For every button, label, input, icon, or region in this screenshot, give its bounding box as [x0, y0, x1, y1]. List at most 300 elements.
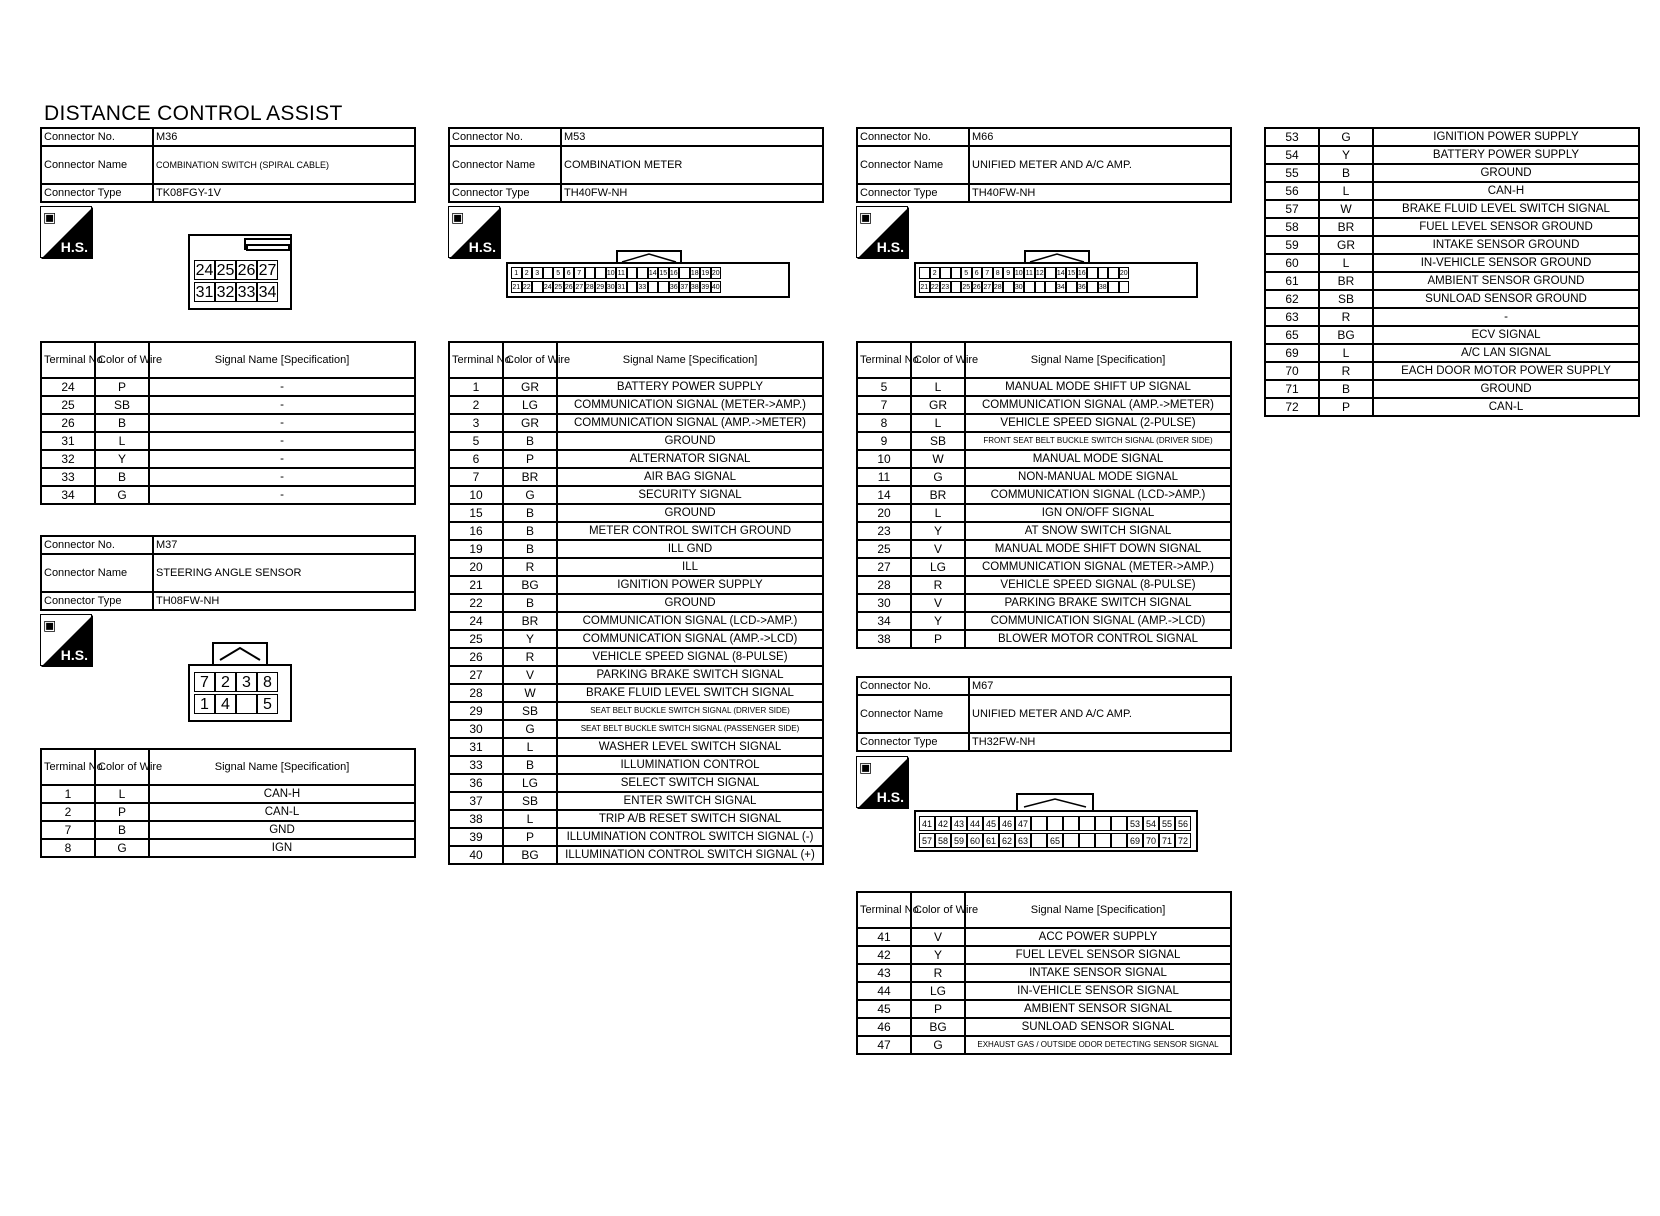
wire-color-cell: B — [95, 821, 149, 839]
connector-pin: 15 — [1066, 267, 1077, 279]
signal-name-cell: SEAT BELT BUCKLE SWITCH SIGNAL (PASSENGER SIDE) — [557, 720, 823, 738]
table-row — [1265, 146, 1639, 164]
table-row — [449, 558, 823, 576]
connector-pin: 45 — [983, 816, 999, 831]
connector-pin: 70 — [1143, 833, 1159, 848]
table-row — [41, 839, 415, 857]
terminal-no-cell: 7 — [449, 468, 503, 486]
connector-no-value: M66 — [969, 128, 1231, 146]
table-row — [41, 785, 415, 803]
terminal-no-header: Terminal No. — [857, 342, 911, 378]
table-row — [857, 486, 1231, 504]
connector-pin — [627, 267, 638, 279]
connector-pin: 1 — [194, 694, 215, 714]
terminal-no-cell: 15 — [449, 504, 503, 522]
connector-m67-pins-top — [919, 816, 1191, 831]
connector-pin — [1031, 833, 1047, 848]
table-row — [1265, 218, 1639, 236]
wire-color-cell: Y — [1319, 146, 1373, 164]
terminal-no-cell: 28 — [449, 684, 503, 702]
signal-name-cell: AMBIENT SENSOR GROUND — [1373, 272, 1639, 290]
table-row — [857, 504, 1231, 522]
connector-pin — [532, 281, 543, 293]
connector-pin: 21 — [919, 281, 930, 293]
connector-pin: 58 — [935, 833, 951, 848]
table-row — [41, 378, 415, 396]
table-row — [449, 648, 823, 666]
table-row — [857, 612, 1231, 630]
terminal-no-cell: 31 — [41, 432, 95, 450]
wire-color-cell: L — [911, 414, 965, 432]
table-row — [449, 846, 823, 864]
connector-pin — [1066, 281, 1077, 293]
connector-pin: 38 — [690, 281, 701, 293]
terminal-no-cell: 61 — [1265, 272, 1319, 290]
connector-no-value: M36 — [153, 128, 415, 146]
connector-pin — [595, 267, 606, 279]
connector-pin — [1108, 267, 1119, 279]
connector-pin: 14 — [648, 267, 659, 279]
signal-name-cell: NON-MANUAL MODE SIGNAL — [965, 468, 1231, 486]
table-row — [857, 1000, 1231, 1018]
signal-name-cell: IGN ON/OFF SIGNAL — [965, 504, 1231, 522]
signal-name-cell: VEHICLE SPEED SIGNAL (2-PULSE) — [965, 414, 1231, 432]
wire-color-cell: B — [95, 414, 149, 432]
connector-pin: 7 — [982, 267, 993, 279]
connector-type-value: TH08FW-NH — [153, 592, 415, 610]
wire-color-cell: P — [911, 1000, 965, 1018]
connector-pin: 29 — [595, 281, 606, 293]
terminal-no-cell: 38 — [449, 810, 503, 828]
connector-m67-latch — [1016, 793, 1094, 811]
connector-no-label: Connector No. — [41, 128, 153, 146]
table-row — [449, 594, 823, 612]
table-row — [41, 486, 415, 504]
connector-m37-latch — [212, 642, 268, 664]
connector-pin: 10 — [1014, 267, 1025, 279]
connector-name-label: Connector Name — [41, 554, 153, 592]
connector-m36-pins-top — [194, 260, 278, 280]
connector-pin: 61 — [983, 833, 999, 848]
table-row — [449, 612, 823, 630]
connector-pin: 5 — [257, 694, 278, 714]
signal-name-cell: ILL — [557, 558, 823, 576]
wire-color-cell: G — [1319, 128, 1373, 146]
signal-name-cell: BLOWER MOTOR CONTROL SIGNAL — [965, 630, 1231, 648]
wire-color-cell: B — [503, 756, 557, 774]
wire-color-cell: L — [503, 738, 557, 756]
connector-type-label: Connector Type — [857, 184, 969, 202]
terminal-no-cell: 26 — [449, 648, 503, 666]
signal-name-cell: SUNLOAD SENSOR SIGNAL — [965, 1018, 1231, 1036]
connector-pin: 7 — [574, 267, 585, 279]
table-row — [857, 378, 1231, 396]
terminal-no-cell: 1 — [449, 378, 503, 396]
wire-color-cell: G — [911, 468, 965, 486]
wire-color-cell: SB — [503, 792, 557, 810]
connector-pin — [543, 267, 554, 279]
terminal-no-cell: 1 — [41, 785, 95, 803]
terminal-no-header: Terminal No. — [41, 749, 95, 785]
terminal-no-header: Terminal No. — [41, 342, 95, 378]
connector-m67-pins-bottom — [919, 833, 1191, 848]
connector-pin: 32 — [216, 284, 235, 301]
table-row — [449, 828, 823, 846]
terminal-no-cell: 14 — [857, 486, 911, 504]
connector-pin: 30 — [1014, 281, 1025, 293]
signal-name-cell: MANUAL MODE SHIFT DOWN SIGNAL — [965, 540, 1231, 558]
wire-color-cell: L — [503, 810, 557, 828]
connector-pin: 31 — [616, 281, 627, 293]
wire-color-cell: R — [911, 576, 965, 594]
table-row — [1265, 362, 1639, 380]
signal-name-cell: SEAT BELT BUCKLE SWITCH SIGNAL (DRIVER SIDE) — [557, 702, 823, 720]
terminal-no-cell: 63 — [1265, 308, 1319, 326]
connector-pin: 20 — [1119, 267, 1130, 279]
terminal-no-cell: 31 — [449, 738, 503, 756]
signal-name-cell: BATTERY POWER SUPPLY — [557, 378, 823, 396]
connector-pin — [1098, 267, 1109, 279]
table-row — [449, 774, 823, 792]
wire-color-cell: L — [1319, 254, 1373, 272]
connector-icon: ▣ — [859, 209, 873, 225]
wire-color-cell: G — [95, 839, 149, 857]
signal-name-cell: ILL GND — [557, 540, 823, 558]
signal-name-header: Signal Name [Specification] — [149, 749, 415, 785]
connector-pin: 30 — [606, 281, 617, 293]
terminal-no-cell: 10 — [449, 486, 503, 504]
color-header: Color of Wire — [95, 749, 149, 785]
connector-name-value: UNIFIED METER AND A/C AMP. — [969, 146, 1231, 184]
connector-pin: 38 — [1098, 281, 1109, 293]
table-row — [41, 432, 415, 450]
signal-name-cell: ENTER SWITCH SIGNAL — [557, 792, 823, 810]
connector-pin — [1063, 816, 1079, 831]
page-title: DISTANCE CONTROL ASSIST — [44, 102, 343, 125]
terminal-no-cell: 28 — [857, 576, 911, 594]
signal-name-cell: VEHICLE SPEED SIGNAL (8-PULSE) — [965, 576, 1231, 594]
table-row — [857, 1018, 1231, 1036]
signal-name-cell: ECV SIGNAL — [1373, 326, 1639, 344]
connector-icon: ▣ — [451, 209, 465, 225]
connector-pin: 22 — [522, 281, 533, 293]
connector-pin: 26 — [564, 281, 575, 293]
wire-color-cell: BR — [911, 486, 965, 504]
connector-pin: 42 — [935, 816, 951, 831]
terminal-no-cell: 19 — [449, 540, 503, 558]
wire-color-cell: Y — [911, 522, 965, 540]
signal-name-cell: COMMUNICATION SIGNAL (AMP.->METER) — [965, 396, 1231, 414]
connector-pin: 34 — [1056, 281, 1067, 293]
terminal-no-cell: 43 — [857, 964, 911, 982]
connector-name-label: Connector Name — [857, 695, 969, 733]
signal-name-cell: AMBIENT SENSOR SIGNAL — [965, 1000, 1231, 1018]
hs-label: H.S. — [876, 239, 904, 255]
wire-color-cell: R — [1319, 308, 1373, 326]
connector-pin: 55 — [1159, 816, 1175, 831]
terminal-no-cell: 34 — [41, 486, 95, 504]
signal-name-cell: IN-VEHICLE SENSOR SIGNAL — [965, 982, 1231, 1000]
connector-pin: 63 — [1015, 833, 1031, 848]
terminal-no-cell: 55 — [1265, 164, 1319, 182]
connector-pin: 27 — [574, 281, 585, 293]
connector-m36-header — [40, 127, 416, 203]
signal-name-cell: GROUND — [557, 594, 823, 612]
terminal-no-cell: 36 — [449, 774, 503, 792]
connector-pin: 20 — [711, 267, 722, 279]
connector-pin: 2 — [522, 267, 533, 279]
connector-m67-signal-table — [856, 891, 1232, 1055]
table-row — [857, 928, 1231, 946]
connector-m36-signal-table — [40, 341, 416, 505]
wire-color-cell: G — [503, 486, 557, 504]
table-row — [1265, 380, 1639, 398]
signal-name-cell: COMMUNICATION SIGNAL (LCD->AMP.) — [965, 486, 1231, 504]
signal-name-cell: SELECT SWITCH SIGNAL — [557, 774, 823, 792]
connector-pin: 33 — [237, 284, 256, 301]
connector-pin: 31 — [195, 284, 214, 301]
table-row — [1265, 272, 1639, 290]
signal-name-cell: - — [149, 486, 415, 504]
table-row — [41, 414, 415, 432]
harness-side-icon — [856, 206, 908, 258]
connector-pin: 53 — [1127, 816, 1143, 831]
signal-name-cell: A/C LAN SIGNAL — [1373, 344, 1639, 362]
terminal-no-cell: 69 — [1265, 344, 1319, 362]
table-row — [449, 378, 823, 396]
terminal-no-cell: 5 — [857, 378, 911, 396]
table-row — [857, 540, 1231, 558]
connector-pin: 39 — [700, 281, 711, 293]
connector-pin: 24 — [195, 262, 214, 279]
wire-color-cell: L — [911, 504, 965, 522]
table-row — [449, 486, 823, 504]
table-row — [857, 964, 1231, 982]
signal-name-cell: WASHER LEVEL SWITCH SIGNAL — [557, 738, 823, 756]
terminal-no-cell: 40 — [449, 846, 503, 864]
terminal-no-cell: 57 — [1265, 200, 1319, 218]
hs-label: H.S. — [876, 789, 904, 805]
table-row — [857, 982, 1231, 1000]
wire-color-cell: W — [911, 450, 965, 468]
connector-pin: 60 — [967, 833, 983, 848]
table-row — [449, 468, 823, 486]
signal-name-cell: AT SNOW SWITCH SIGNAL — [965, 522, 1231, 540]
terminal-no-cell: 8 — [857, 414, 911, 432]
connector-pin: 1 — [511, 267, 522, 279]
signal-name-cell: - — [149, 468, 415, 486]
table-row — [449, 576, 823, 594]
wire-color-cell: L — [95, 785, 149, 803]
terminal-no-cell: 41 — [857, 928, 911, 946]
signal-name-cell: PARKING BRAKE SWITCH SIGNAL — [557, 666, 823, 684]
terminal-no-cell: 33 — [41, 468, 95, 486]
wire-color-cell: P — [911, 630, 965, 648]
connector-m37-signal-table — [40, 748, 416, 858]
terminal-no-cell: 3 — [449, 414, 503, 432]
signal-name-cell: - — [149, 414, 415, 432]
signal-name-cell: - — [1373, 308, 1639, 326]
connector-pin — [648, 281, 659, 293]
terminal-no-cell: 5 — [449, 432, 503, 450]
terminal-no-cell: 58 — [1265, 218, 1319, 236]
wire-color-cell: BG — [503, 846, 557, 864]
signal-name-cell: ILLUMINATION CONTROL SWITCH SIGNAL (-) — [557, 828, 823, 846]
connector-pin: 21 — [511, 281, 522, 293]
connector-type-label: Connector Type — [857, 733, 969, 751]
wire-color-cell: Y — [911, 946, 965, 964]
connector-pin: 19 — [700, 267, 711, 279]
connector-pin: 2 — [930, 267, 941, 279]
connector-pin: 18 — [690, 267, 701, 279]
color-header: Color of Wire — [95, 342, 149, 378]
connector-icon: ▣ — [43, 617, 57, 633]
connector-pin: 43 — [951, 816, 967, 831]
signal-name-cell: AIR BAG SIGNAL — [557, 468, 823, 486]
table-row — [1265, 344, 1639, 362]
signal-name-cell: CAN-L — [149, 803, 415, 821]
terminal-no-cell: 62 — [1265, 290, 1319, 308]
signal-name-cell: CAN-L — [1373, 398, 1639, 416]
harness-side-icon — [40, 206, 92, 258]
terminal-no-cell: 38 — [857, 630, 911, 648]
connector-pin: 16 — [1077, 267, 1088, 279]
signal-name-cell: ILLUMINATION CONTROL SWITCH SIGNAL (+) — [557, 846, 823, 864]
connector-m37-pins-top — [194, 672, 278, 692]
connector-icon: ▣ — [859, 759, 873, 775]
terminal-no-cell: 25 — [449, 630, 503, 648]
connector-pin — [1108, 281, 1119, 293]
signal-name-cell: MANUAL MODE SIGNAL — [965, 450, 1231, 468]
connector-pin: 36 — [1077, 281, 1088, 293]
connector-pin: 44 — [967, 816, 983, 831]
connector-name-value: COMBINATION METER — [561, 146, 823, 184]
connector-m66-pins-bottom — [919, 281, 1129, 293]
connector-pin — [1045, 281, 1056, 293]
signal-name-cell: COMMUNICATION SIGNAL (AMP.->LCD) — [557, 630, 823, 648]
terminal-no-cell: 27 — [857, 558, 911, 576]
signal-name-cell: GROUND — [1373, 380, 1639, 398]
wire-color-cell: G — [95, 486, 149, 504]
connector-pin: 27 — [982, 281, 993, 293]
terminal-no-cell: 29 — [449, 702, 503, 720]
table-row — [449, 630, 823, 648]
connector-name-label: Connector Name — [41, 146, 153, 184]
color-header: Color of Wire — [503, 342, 557, 378]
harness-side-icon — [856, 756, 908, 808]
wire-color-cell: R — [1319, 362, 1373, 380]
wire-color-cell: B — [1319, 164, 1373, 182]
table-row — [857, 1036, 1231, 1054]
wire-color-cell: SB — [503, 702, 557, 720]
terminal-no-cell: 16 — [449, 522, 503, 540]
wire-color-cell: LG — [503, 774, 557, 792]
connector-pin — [1035, 281, 1046, 293]
connector-icon: ▣ — [43, 209, 57, 225]
table-row — [857, 630, 1231, 648]
connector-pin — [951, 267, 962, 279]
wire-color-cell: BR — [1319, 272, 1373, 290]
signal-name-cell: GROUND — [557, 504, 823, 522]
connector-pin: 27 — [258, 262, 277, 279]
connector-pin — [1047, 816, 1063, 831]
connector-pin: 4 — [215, 694, 236, 714]
table-row — [449, 810, 823, 828]
signal-name-cell: PARKING BRAKE SWITCH SIGNAL — [965, 594, 1231, 612]
connector-pin: 71 — [1159, 833, 1175, 848]
wire-color-cell: R — [911, 964, 965, 982]
table-row — [1265, 308, 1639, 326]
connector-pin: 57 — [919, 833, 935, 848]
wire-color-cell: L — [1319, 344, 1373, 362]
signal-name-cell: MANUAL MODE SHIFT UP SIGNAL — [965, 378, 1231, 396]
signal-name-cell: ALTERNATOR SIGNAL — [557, 450, 823, 468]
connector-pin: 37 — [679, 281, 690, 293]
wire-color-cell: P — [1319, 398, 1373, 416]
harness-side-icon — [40, 614, 92, 666]
signal-name-cell: BATTERY POWER SUPPLY — [1373, 146, 1639, 164]
connector-pin: 25 — [961, 281, 972, 293]
connector-no-label: Connector No. — [41, 536, 153, 554]
color-header: Color of Wire — [911, 342, 965, 378]
connector-name-value: COMBINATION SWITCH (SPIRAL CABLE) — [153, 146, 415, 184]
table-row — [857, 396, 1231, 414]
table-row — [1265, 398, 1639, 416]
connector-no-label: Connector No. — [449, 128, 561, 146]
wire-color-cell: SB — [911, 432, 965, 450]
signal-name-cell: COMMUNICATION SIGNAL (METER->AMP.) — [965, 558, 1231, 576]
table-row — [1265, 164, 1639, 182]
wire-color-cell: P — [503, 450, 557, 468]
terminal-no-cell: 34 — [857, 612, 911, 630]
wire-color-cell: B — [503, 504, 557, 522]
connector-name-value: STEERING ANGLE SENSOR — [153, 554, 415, 592]
connector-pin — [637, 267, 648, 279]
signal-name-cell: TRIP A/B RESET SWITCH SIGNAL — [557, 810, 823, 828]
terminal-no-cell: 30 — [449, 720, 503, 738]
terminal-no-cell: 11 — [857, 468, 911, 486]
signal-name-cell: EXHAUST GAS / OUTSIDE ODOR DETECTING SENSOR SIGNAL — [965, 1036, 1231, 1054]
table-row — [1265, 236, 1639, 254]
connector-pin — [951, 281, 962, 293]
table-row — [857, 522, 1231, 540]
connector-pin — [1045, 267, 1056, 279]
table-row — [1265, 128, 1639, 146]
terminal-no-cell: 32 — [41, 450, 95, 468]
table-row — [449, 450, 823, 468]
table-row — [449, 396, 823, 414]
connector-pin: 22 — [930, 281, 941, 293]
signal-name-cell: BRAKE FLUID LEVEL SWITCH SIGNAL — [1373, 200, 1639, 218]
connector-m53-header — [448, 127, 824, 203]
table-row — [1265, 200, 1639, 218]
terminal-no-cell: 44 — [857, 982, 911, 1000]
table-row — [41, 821, 415, 839]
terminal-no-cell: 65 — [1265, 326, 1319, 344]
connector-pin: 10 — [606, 267, 617, 279]
terminal-no-cell: 2 — [41, 803, 95, 821]
connector-pin: 28 — [585, 281, 596, 293]
wire-color-cell: LG — [911, 558, 965, 576]
connector-pin: 26 — [237, 262, 256, 279]
wire-color-cell: BG — [911, 1018, 965, 1036]
hs-label: H.S. — [468, 239, 496, 255]
signal-name-cell: - — [149, 450, 415, 468]
signal-name-cell: COMMUNICATION SIGNAL (AMP.->LCD) — [965, 612, 1231, 630]
terminal-no-cell: 7 — [41, 821, 95, 839]
connector-pin: 69 — [1127, 833, 1143, 848]
wire-color-cell: BG — [1319, 326, 1373, 344]
